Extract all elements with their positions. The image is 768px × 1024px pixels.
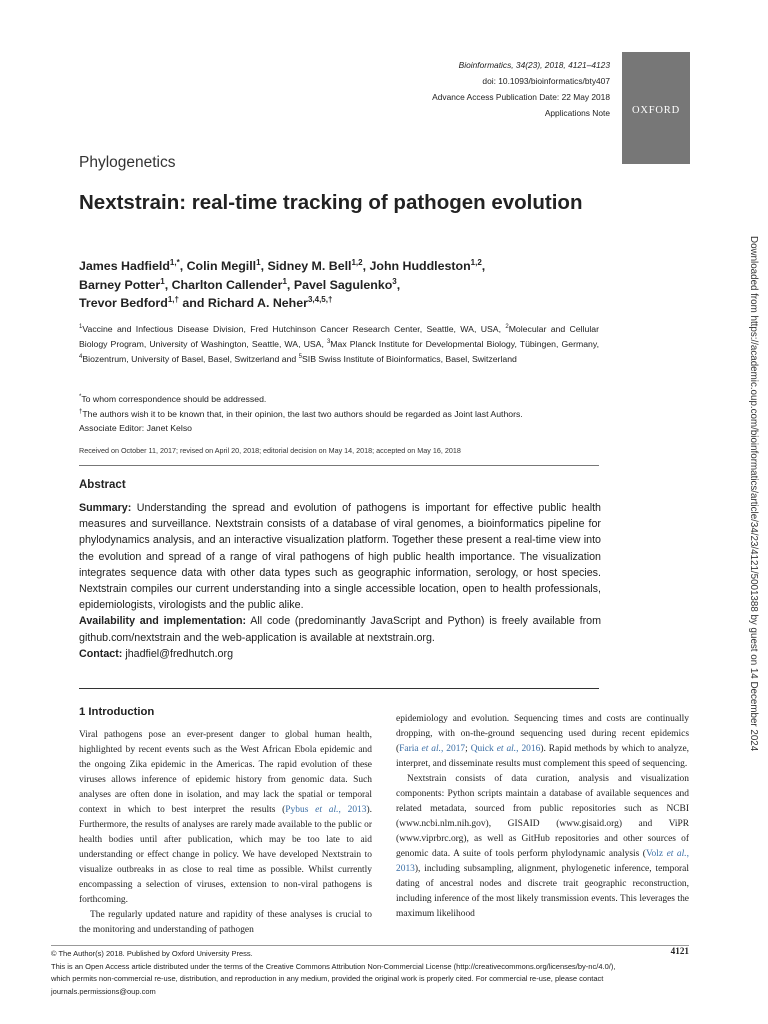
- associate-editor: Associate Editor: Janet Kelso: [79, 423, 192, 434]
- abstract-availability: Availability and implementation: All code (predominantly JavaScript and Python) is freely available from github.com/nextstrain and the web-application is available at nextstrain.org.: [79, 615, 601, 644]
- divider: [79, 465, 599, 466]
- affiliation: $^5$SIB Swiss Institute of Bioinformatics, Basel, Switzerland: [298, 353, 517, 364]
- citation-link[interactable]: Faria et al., 2017: [399, 744, 466, 754]
- license-footer: [51, 948, 689, 998]
- permissions-email: journals.permissions@oup.com: [51, 986, 156, 996]
- section-heading: 1 Introduction: [79, 706, 155, 718]
- citation-link[interactable]: Quick et al., 2016: [470, 744, 541, 754]
- article-type: Applications Note: [544, 108, 610, 118]
- joint-authors-note: †The authors wish it to be known that, in their opinion, the last two authors should be regarded as Joint last Authors.: [79, 408, 523, 419]
- abstract-heading: Abstract: [79, 479, 126, 491]
- section-label: Phylogenetics: [79, 154, 176, 171]
- oxford-logo: [622, 52, 690, 164]
- paragraph: Viral pathogens pose an ever-present danger to global human health, highlighted by recent events such as the West African Ebola epidemic and the ongoing Zika epidemic in the Americas. The rapid evolution of these viruses allows inference of epidemic history from genomic data. Such analyses are often done in isolation, and may lack the spatial or temporal context in which to best interpret the results (Pybus et al., 2013). Furthermore, the results of analyses are rarely made available to the public or health bodies until after publication, which may be too late to aid understanding or effect change in policy. We have developed Nextstrain to visualize outbreaks in as close to real time as possible. Whilst currently encompassing a selection of viruses, extension to non-viral pathogens is forthcoming.: [79, 730, 373, 905]
- author-name: John Huddleston$^{1,2}$: [369, 258, 482, 273]
- citation-link[interactable]: Pybus et al., 2013: [285, 805, 367, 815]
- correspondence-note: *To whom correspondence should be addressed.: [79, 394, 267, 404]
- received-dates: Received on October 11, 2017; revised on April 20, 2018; editorial decision on May 14, 2018; accepted on May 16, 2018: [79, 446, 461, 455]
- divider: [51, 945, 689, 946]
- author-name: Charlton Callender$^1$: [171, 276, 287, 292]
- page-number: 4121: [670, 946, 689, 956]
- doi-text: doi: 10.1093/bioinformatics/bty407: [482, 76, 610, 86]
- author-name: Pavel Sagulenko$^3$: [293, 276, 397, 292]
- journal-citation: Bioinformatics, 34(23), 2018, 4121–4123: [458, 60, 610, 70]
- paragraph: epidemiology and evolution. Sequencing times and costs are continually dropping, with on-the-ground sequencing used during recent epidemics (Faria et al., 2017; Quick et al., 2016). Rapid methods by which to analyze, interpret, and disseminate results must complement this speed of sequencing.: [396, 714, 689, 769]
- body-column-left: [79, 728, 372, 938]
- author-name: Colin Megill$^1$: [186, 258, 261, 273]
- author-name: James Hadfield$^{1,*}$: [79, 258, 180, 273]
- article-title: Nextstrain: real-time tracking of pathogen evolution: [79, 191, 583, 214]
- citation-link[interactable]: Volz et al., 2013: [396, 849, 689, 874]
- journal-meta: [432, 57, 610, 121]
- copyright-line: © The Author(s) 2018. Published by Oxford University Press.: [51, 949, 253, 958]
- affiliation: $^1$Vaccine and Infectious Disease Division, Fred Hutchinson Cancer Research Center, Seattle, WA, USA,: [79, 324, 506, 334]
- author-name: Richard A. Neher$^{3,4,5,\dagger}$: [207, 295, 333, 310]
- author-notes: [79, 392, 599, 436]
- paragraph: Nextstrain consists of data curation, analysis and visualization components: Python scripts maintain a database of available sequences and related metadata, sourced from public repositories such as NCBI (www.ncbi.nlm.nih.gov), GISAID (www.gisaid.org) and ViPR (www.viprbrc.org), as well as GitHub repositories and other sources of genomic data. A suite of tools perform phylodynamic analysis (Volz et al., 2013), including subsampling, alignment, phylogenetic inference, temporal dating of ancestral nodes and discrete trait geographic reconstruction, including inference of the most likely transmission events. This leverages the maximum likelihood: [396, 774, 689, 919]
- author-name: Trevor Bedford$^{1,\dagger}$: [79, 295, 179, 310]
- divider: [79, 688, 599, 689]
- download-watermark: Downloaded from https://academic.oup.com/bioinformatics/article/34/23/4121/5001388 by guest on 14 December 2024: [748, 236, 759, 752]
- paragraph: The regularly updated nature and rapidity of these analyses is crucial to the monitoring and understanding of pathogen: [79, 910, 372, 935]
- abstract-summary: Summary: Understanding the spread and evolution of pathogens is important for effective public health measures and surveillance. Nextstrain consists of a database of viral genomes, a bioinformatics pipeline for phylodynamics analysis, and an interactive visualization platform. Together these present a real-time view into the evolution and spread of a range of viral pathogens of high public health importance. The visualization integrates sequence data with other data types such as geographic information, serology, or host species. Nextstrain compiles our current understanding into a single accessible location, open to health professionals, epidemiologists, virologists and the public alike.: [79, 502, 601, 612]
- affiliation: $^2$Molecular and Cellular Biology Program, University of Washington, Seattle, WA, USA,: [79, 324, 599, 349]
- abstract-contact: Contact: jhadfiel@fredhutch.org: [79, 647, 234, 660]
- oxford-logo-text: OXFORD: [632, 105, 680, 116]
- affiliations: [79, 322, 599, 366]
- body-column-right: [396, 712, 689, 922]
- author-name: Barney Potter$^1$: [79, 276, 165, 292]
- affiliation: $^3$Max Planck Institute for Developmental Biology, Tübingen, Germany,: [326, 338, 599, 349]
- author-list: James Hadfield$^{1,*}$, Colin Megill$^1$, Sidney M. Bell$^{1,2}$, John Huddleston$^{1,2}$, Barney Potter$^1$, Charlton Callender$^1$, Pavel Sagulenko$^3$, Trevor Bedford$^{1,\dagger}$ and Richard A. Neher$^{3,4,5,\dagger}$: [79, 258, 486, 310]
- license-line: This is an Open Access article distributed under the terms of the Creative Commons Attribution Non-Commercial License (http://creativecommons.org/licenses/by-nc/4.0/),: [51, 961, 616, 971]
- reuse-line: which permits non-commercial re-use, distribution, and reproduction in any medium, provided the original work is properly cited. For commercial re-use, please contact: [51, 974, 604, 983]
- abstract-body: [79, 500, 601, 662]
- advance-access-date: Advance Access Publication Date: 22 May 2018: [432, 92, 610, 102]
- affiliation: $^4$Biozentrum, University of Basel, Basel, Switzerland and: [79, 353, 299, 364]
- author-name: Sidney M. Bell$^{1,2}$: [267, 258, 363, 273]
